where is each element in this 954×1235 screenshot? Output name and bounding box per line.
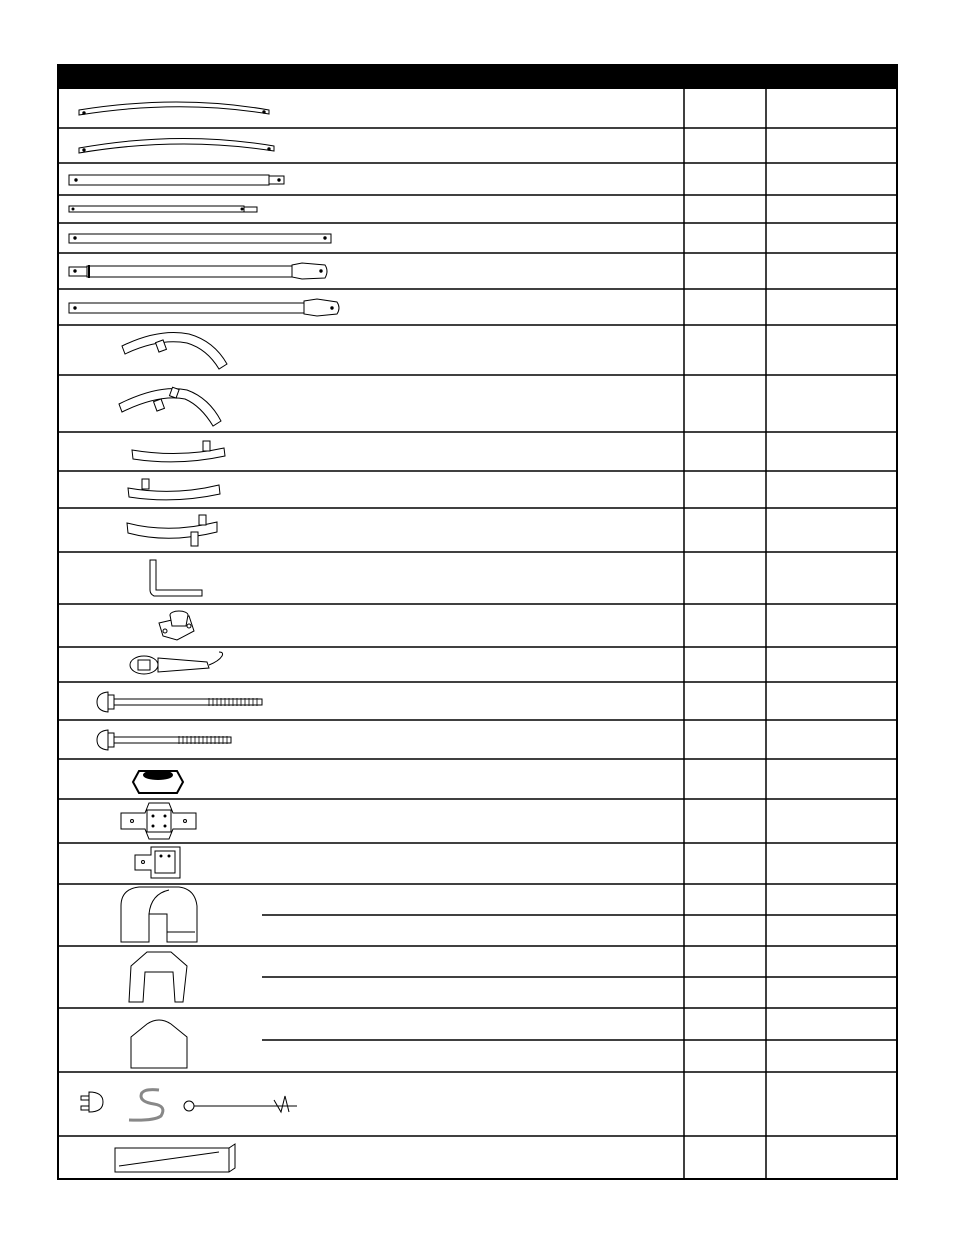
hex-nut-icon xyxy=(133,771,183,793)
straight-tube-with-sleeve-icon xyxy=(69,175,284,185)
curved-long-rail-icon xyxy=(79,102,269,115)
curved-connector-left-socket-icon xyxy=(128,479,220,500)
front-panel-icon xyxy=(129,952,187,1002)
short-carriage-bolt-icon xyxy=(97,730,231,750)
l-bracket-tube-icon xyxy=(150,560,202,596)
long-leg-tube-with-flattened-end-icon xyxy=(69,299,339,316)
cover-tarp-icon xyxy=(121,887,197,942)
cross-connector-plate-icon xyxy=(121,803,196,839)
wood-block-icon xyxy=(115,1144,235,1172)
ground-anchor-kit-icon xyxy=(81,1090,297,1121)
base-plate-socket-icon xyxy=(159,611,194,640)
flat-straight-tube-icon xyxy=(69,234,331,243)
thin-straight-tube-icon xyxy=(69,206,257,212)
leg-tube-with-flattened-end-icon xyxy=(69,263,327,279)
back-panel-icon xyxy=(131,1020,187,1068)
parts-grid xyxy=(59,66,896,1178)
corner-elbow-icon xyxy=(122,333,227,370)
long-carriage-bolt-icon xyxy=(97,692,262,712)
curved-rail-icon xyxy=(79,138,274,153)
curved-connector-right-socket-icon xyxy=(132,441,225,462)
end-connector-plate-icon xyxy=(135,847,180,878)
ratchet-strap-icon xyxy=(130,652,223,674)
corner-elbow-double-socket-icon xyxy=(119,387,221,426)
parts-list-table xyxy=(57,64,898,1180)
curved-connector-cross-socket-icon xyxy=(127,515,217,546)
